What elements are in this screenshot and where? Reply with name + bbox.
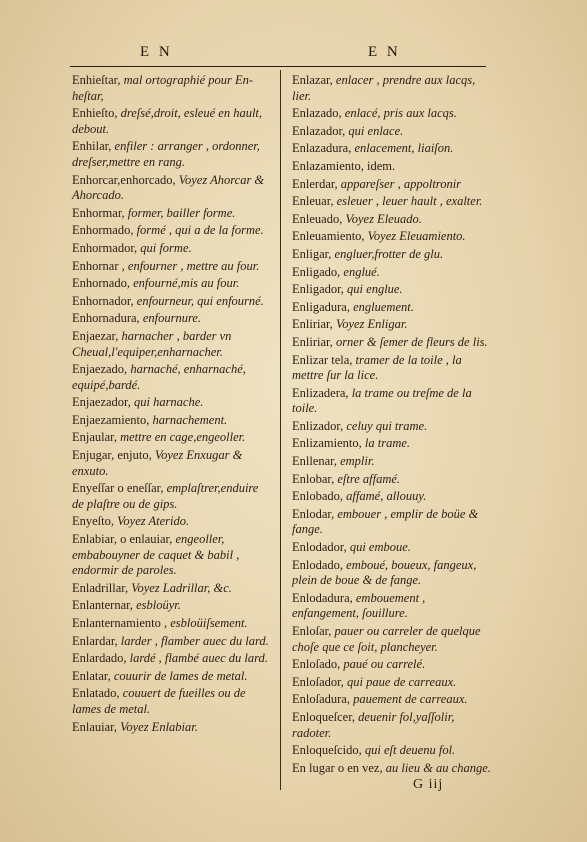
entry-headword: Enlardar,	[72, 633, 121, 648]
header-right: E N	[368, 44, 401, 60]
entry-headword: Enjaezar,	[72, 328, 122, 343]
dictionary-entry	[292, 282, 492, 298]
dictionary-entry	[292, 229, 492, 245]
entry-definition: mettre en cage,engeoller.	[120, 430, 246, 445]
entry-definition: lardé , flambé auec du lard.	[129, 651, 268, 666]
entry-headword: Enlardado,	[72, 651, 130, 666]
entry-definition: qui paue de carreaux.	[347, 674, 457, 689]
dictionary-entry	[292, 743, 492, 759]
dictionary-entry	[292, 212, 492, 228]
entry-definition: qui forme.	[140, 240, 192, 255]
entry-headword: Enladrillar,	[72, 580, 132, 595]
dictionary-entry	[292, 73, 492, 104]
entry-headword: Enlizamiento,	[292, 436, 365, 451]
entry-definition: qui enlace.	[348, 123, 404, 138]
dictionary-entry	[72, 581, 272, 597]
dictionary-entry	[72, 259, 272, 275]
dictionary-entry	[292, 247, 492, 263]
dictionary-entry	[292, 300, 492, 316]
dictionary-entry	[292, 265, 492, 281]
dictionary-entry	[72, 532, 272, 579]
entry-definition: la trame ou treſme de la toile.	[292, 385, 472, 416]
dictionary-entry	[72, 276, 272, 292]
dictionary-entry	[72, 206, 272, 222]
entry-definition: pauement de carreaux.	[353, 692, 468, 707]
entry-headword: Enliriar,	[292, 334, 336, 349]
entry-definition: enlacer , prendre aux lacqs, lier.	[292, 73, 476, 103]
entry-definition: Voyez Aterido.	[117, 514, 190, 529]
entry-headword: Enhieſto,	[72, 106, 121, 121]
dictionary-entry	[72, 362, 272, 393]
entry-headword: Enlodar,	[292, 506, 338, 521]
dictionary-entry	[72, 139, 272, 170]
entry-definition: harnaché, enharnaché, equipé,bardé.	[72, 362, 246, 392]
entry-headword: Enhormador,	[72, 240, 141, 255]
header-left: E N	[140, 44, 173, 60]
entry-definition: orner & ſemer de fleurs de lis.	[335, 334, 488, 349]
entry-headword: Enlazador,	[292, 123, 349, 138]
entry-headword: Enjugar, enjuto,	[72, 448, 155, 463]
entry-definition: engluement.	[353, 299, 414, 314]
entry-definition: Voyez Enlabiar.	[120, 719, 198, 734]
dictionary-entry	[292, 657, 492, 673]
entry-definition: couurir de lames de metal.	[113, 668, 248, 683]
entry-definition: Voyez Enxugar & enxuto.	[72, 448, 243, 478]
dictionary-entry	[292, 353, 492, 384]
entry-definition: enlacé, pris aux lacqs.	[344, 106, 457, 121]
dictionary-entry	[292, 335, 492, 351]
dictionary-entry	[72, 720, 272, 736]
dictionary-entry	[292, 489, 492, 505]
dictionary-entry	[72, 669, 272, 685]
entry-headword: Enlodado,	[292, 557, 347, 572]
entry-headword: Enleuar,	[292, 194, 337, 209]
dictionary-entry	[292, 558, 492, 589]
entry-definition: qui emboue.	[349, 540, 411, 555]
entry-headword: Enjaezador,	[72, 395, 134, 410]
dictionary-entry	[72, 616, 272, 632]
dictionary-entry	[72, 598, 272, 614]
dictionary-entry	[292, 507, 492, 538]
entry-headword: Enhormar,	[72, 205, 128, 220]
dictionary-entry	[72, 481, 272, 512]
entry-headword: Enloſadura,	[292, 692, 354, 707]
entry-definition: enfiler : arranger , ordonner, dreſser,mettre en rang.	[72, 139, 260, 169]
dictionary-entry	[292, 454, 492, 470]
entry-definition: esbloüyr.	[136, 598, 181, 613]
entry-definition: appareſser , appoltronir	[340, 176, 462, 191]
entry-definition: esbloüiſsement.	[170, 616, 248, 630]
dictionary-entry	[292, 675, 492, 691]
running-header	[0, 44, 587, 62]
dictionary-entry	[292, 540, 492, 556]
dictionary-entry	[72, 634, 272, 650]
entry-headword: Enlizador,	[292, 418, 347, 433]
entry-definition: emplir.	[340, 454, 375, 469]
dictionary-entry	[292, 761, 492, 777]
entry-definition: enfourné,mis au four.	[133, 276, 240, 291]
entry-definition: Voyez Ladrillar, &c.	[131, 580, 232, 595]
entry-headword: Enlobar,	[292, 471, 338, 486]
entry-headword: Enlerdar,	[292, 176, 341, 191]
entry-definition: englué.	[343, 264, 380, 279]
entry-headword: Enjaezado,	[72, 362, 131, 377]
dictionary-entry	[292, 624, 492, 655]
left-column	[72, 73, 272, 737]
entry-headword: Enhilar,	[72, 139, 115, 154]
entry-headword: Enleuado,	[292, 211, 346, 226]
entry-definition: tramer de la toile , la mettre ſur la lice.	[292, 352, 462, 383]
entry-headword: Enlodadura,	[292, 590, 356, 605]
entry-headword: Enloſar,	[292, 624, 335, 638]
entry-definition: emplaſtrer,enduire de plaſtre ou de gips.	[72, 481, 259, 511]
dictionary-entry	[292, 386, 492, 417]
entry-headword: Enlazadura,	[292, 141, 355, 156]
dictionary-entry	[292, 472, 492, 488]
page-signature: G iij	[413, 777, 444, 792]
entry-headword: Enligado,	[292, 264, 344, 279]
dictionary-entry	[292, 591, 492, 622]
entry-headword: Enligador,	[292, 282, 348, 297]
entry-headword: Enlazar,	[292, 73, 336, 87]
dictionary-entry	[72, 514, 272, 530]
column-divider	[280, 70, 281, 790]
entry-headword: Enhornador,	[72, 293, 137, 308]
entry-headword: Enhorcar,enhorcado,	[72, 172, 179, 187]
entry-definition: deuenir fol,yaſſolir, radoter.	[292, 709, 455, 740]
header-rule	[70, 66, 486, 67]
dictionary-entry	[72, 106, 272, 137]
entry-definition: enfournure.	[142, 311, 202, 326]
entry-definition: embouer , emplir de boüe & fange.	[292, 506, 479, 537]
entry-definition: couuert de fueilles ou de lames de metal.	[72, 686, 246, 716]
entry-headword: Enlizadera,	[292, 385, 352, 400]
entry-definition: former, bailler forme.	[127, 205, 236, 220]
dictionary-entry	[292, 692, 492, 708]
dictionary-entry	[72, 448, 272, 479]
entry-headword: Enlobado,	[292, 489, 347, 504]
entry-headword: Enleuamiento,	[292, 229, 368, 244]
entry-definition: enfourneur, qui enfourné.	[136, 293, 264, 308]
dictionary-entry	[292, 317, 492, 333]
entry-definition: Voyez Eleuado.	[345, 211, 422, 226]
entry-definition: affamé, allouuy.	[346, 489, 427, 504]
entry-definition: la trame.	[364, 436, 411, 451]
entry-headword: En lugar o en vez,	[292, 760, 386, 775]
entry-headword: Enllenar,	[292, 454, 341, 469]
entry-headword: Enlanternar,	[72, 598, 137, 613]
dictionary-entry	[72, 686, 272, 717]
entry-headword: Enloſador,	[292, 674, 348, 689]
entry-headword: Enlabiar, o enlauiar,	[72, 532, 176, 547]
entry-definition: dreſsé,droit, esleué en hault, debout.	[72, 106, 263, 136]
entry-definition: engeoller, embabouyner de caquet & babil , endormir de paroles.	[72, 532, 240, 578]
entry-headword: Enlizar tela,	[292, 352, 356, 367]
dictionary-entry	[72, 73, 272, 104]
dictionary-entry	[292, 106, 492, 122]
entry-headword: Enlatado,	[72, 686, 123, 701]
entry-definition: mal ortographié pour En-heſtar,	[72, 73, 254, 103]
entry-definition: paué ou carrelé.	[343, 657, 426, 672]
dictionary-entry	[292, 124, 492, 140]
dictionary-entry	[292, 194, 492, 210]
entry-headword: Enligadura,	[292, 299, 354, 314]
dictionary-entry	[72, 329, 272, 360]
dictionary-entry	[292, 436, 492, 452]
dictionary-entry	[72, 430, 272, 446]
entry-definition: enfourner , mettre au four.	[127, 258, 260, 273]
entry-headword: Enligar,	[292, 246, 335, 261]
entry-headword: Enlauiar,	[72, 719, 121, 734]
dictionary-entry	[292, 159, 492, 175]
entry-definition: celuy qui trame.	[346, 418, 428, 433]
dictionary-entry	[72, 651, 272, 667]
entry-headword: Enloſado,	[292, 657, 344, 672]
entry-headword: Enjaezamiento,	[72, 412, 153, 427]
entry-headword: Enlatar,	[72, 668, 114, 683]
entry-headword: Enlodador,	[292, 540, 350, 555]
dictionary-entry	[72, 223, 272, 239]
entry-headword: Enloqueſcido,	[292, 743, 365, 758]
dictionary-entry	[72, 294, 272, 310]
entry-headword: Enliriar,	[292, 317, 336, 332]
entry-definition: eſtre affamé.	[337, 471, 401, 486]
entry-headword: Enlazamiento, idem.	[292, 158, 396, 173]
entry-headword: Enhieſtar,	[72, 73, 124, 87]
entry-definition: pauer ou carreler de quelque choſe que ce ſoit, plancheyer.	[292, 624, 481, 654]
entry-headword: Enyeſto,	[72, 514, 118, 529]
dictionary-entry	[292, 419, 492, 435]
entry-definition: qui eſt deuenu fol.	[364, 743, 456, 758]
entry-definition: Voyez Ahorcar & Ahorcado.	[72, 172, 265, 203]
entry-definition: emboué, boueux, fangeux, plein de boue & de fange.	[292, 557, 477, 588]
entry-headword: Enhormado,	[72, 223, 137, 238]
entry-definition: esleuer , leuer hault , exalter.	[336, 194, 483, 209]
entry-headword: Enloqueſcer,	[292, 709, 359, 724]
entry-definition: larder , flamber auec du lard.	[120, 633, 269, 648]
dictionary-entry	[72, 311, 272, 327]
entry-definition: qui harnache.	[133, 395, 204, 410]
entry-definition: engluer,frotter de glu.	[334, 246, 444, 261]
entry-headword: Enyeſſar o eneſſar,	[72, 481, 167, 496]
dictionary-entry	[292, 177, 492, 193]
entry-headword: Enlanternamiento ,	[72, 616, 171, 630]
entry-definition: harnacher , barder vn Cheual,l'equiper,enharnacher.	[72, 328, 232, 359]
dictionary-entry	[292, 710, 492, 741]
entry-definition: Voyez Enligar.	[335, 317, 408, 332]
entry-headword: Enhornado,	[72, 276, 134, 291]
entry-definition: enlacement, liaiſon.	[354, 141, 454, 156]
entry-definition: harnachement.	[152, 412, 228, 427]
dictionary-entry	[292, 141, 492, 157]
entry-definition: au lieu & au change.	[385, 760, 491, 775]
entry-headword: Enhornar ,	[72, 258, 128, 273]
entry-definition: Voyez Eleuamiento.	[367, 229, 466, 244]
entry-headword: Enlazado,	[292, 106, 345, 121]
right-column	[292, 73, 492, 778]
dictionary-entry	[72, 413, 272, 429]
dictionary-entry	[72, 173, 272, 204]
dictionary-entry	[72, 241, 272, 257]
entry-definition: formé , qui a de la forme.	[136, 223, 264, 238]
entry-definition: embouement , enfangement, ſouillure.	[292, 590, 426, 621]
dictionary-entry	[72, 395, 272, 411]
entry-headword: Enjaular,	[72, 430, 121, 445]
entry-definition: qui englue.	[347, 282, 403, 297]
entry-headword: Enhornadura,	[72, 311, 143, 326]
